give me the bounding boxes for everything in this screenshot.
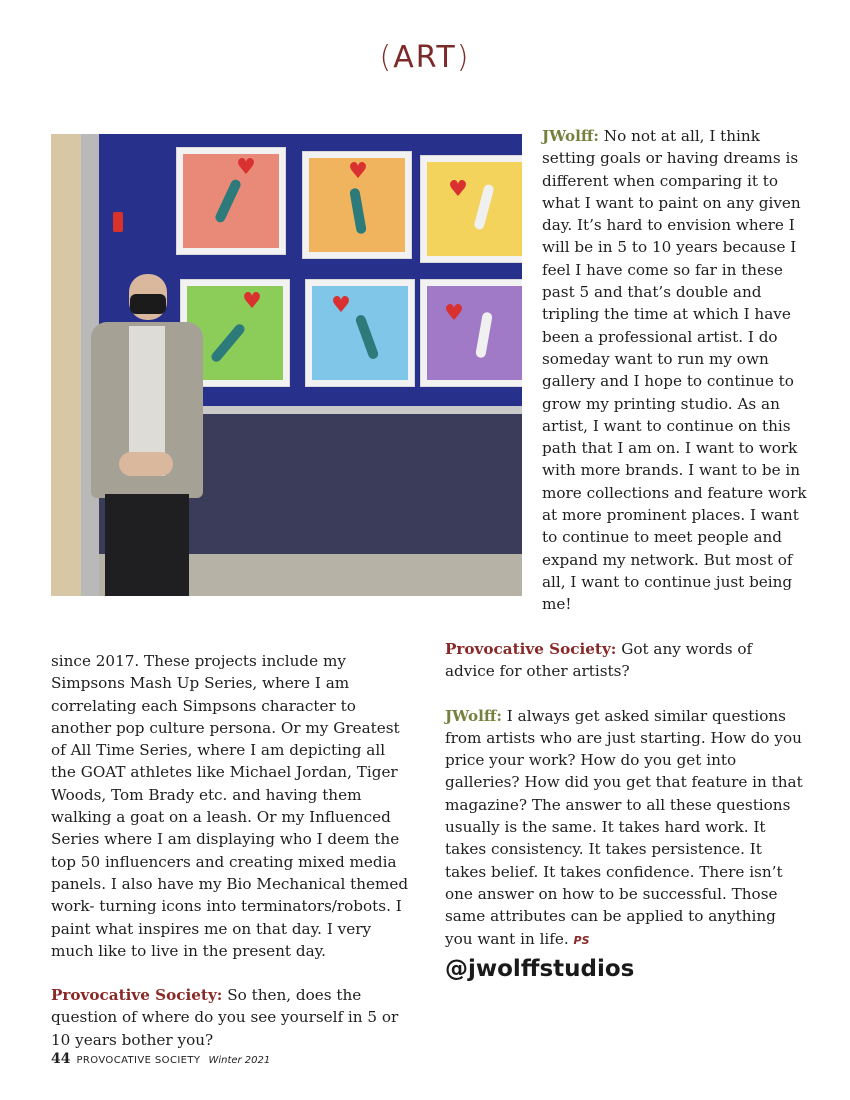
speaker-label: JWolff:	[542, 127, 599, 145]
heart-icon: ♥	[444, 301, 464, 326]
social-handle: @jwolffstudios	[445, 956, 635, 982]
artwork-frame	[421, 156, 522, 262]
question-text: Got any words of advice for other artists?	[445, 640, 753, 681]
figure-shape	[475, 311, 493, 358]
question-paragraph	[445, 638, 805, 683]
artist-legs	[105, 494, 189, 596]
artwork-frame	[177, 148, 285, 254]
answer-paragraph	[542, 125, 810, 616]
artwork-frame	[303, 152, 411, 258]
figure-shape	[349, 187, 367, 234]
right-column	[445, 638, 805, 952]
question-paragraph	[51, 984, 411, 1051]
speaker-label: JWolff:	[445, 706, 502, 725]
page-footer	[51, 1051, 270, 1067]
section-title	[0, 40, 850, 75]
close-paren: )	[456, 40, 471, 75]
figure-shape	[354, 314, 379, 361]
artwork-canvas	[312, 286, 408, 380]
answer-paragraph	[445, 705, 805, 952]
artwork-canvas	[309, 158, 405, 252]
artist-photo	[51, 134, 522, 596]
speaker-label: Provocative Society:	[51, 986, 223, 1005]
issue-date: Winter 2021	[208, 1055, 271, 1066]
figure-shape	[214, 178, 243, 224]
page-number: 44	[51, 1051, 71, 1067]
artwork-frame	[306, 280, 414, 386]
magazine-name: PROVOCATIVE SOCIETY	[76, 1055, 201, 1066]
answer-text: No not at all, I think setting goals or having dreams is different when comparing it to what I want to paint on any given day. It’s hard to envision where I will be in 5 to 10 years because I feel I have come so far in these past 5 and that’s double and tripling the time at which I have been a professional artist. I do someday want to run my own gallery and I hope to continue to grow my printing studio. As an artist, I want to continue on this path that I am on. I want to work with more brands. I want to be in more collections and feature work at more prominent places. I want to continue to meet people and expand my network. But most of all, I want to continue just being me!	[542, 127, 807, 614]
artist-hands	[119, 452, 173, 476]
heart-icon: ♥	[331, 293, 351, 318]
fire-alarm	[113, 212, 123, 232]
answer-text: I always get asked similar questions from artists who are just starting. How do you price your work? How do you get into galleries? How did you get that feature in that magazine? The answer to all these questions usually is the same. It takes hard work. It takes consistency. It takes persistence. It takes belief. It takes confidence. There isn’t one answer on how to be successful. Those same attributes can be applied to anything you want in life.	[445, 706, 803, 948]
heart-icon: ♥	[448, 177, 468, 202]
figure-shape	[209, 322, 246, 364]
artwork-canvas	[427, 162, 522, 256]
end-mark: PS	[573, 933, 590, 947]
continued-paragraph: since 2017. These projects include my Simpsons Mash Up Series, where I am correlating each Simpsons character to another pop culture persona. Or my Greatest of All Time Series, where I am depicting all the GOAT athletes like Michael Jordan, Tiger Woods, Tom Brady etc. and having them walking a goat on a leash. Or my Influenced Series where I am displaying who I deem the top 50 influencers and creating mixed media panels. I also have my Bio Mechanical themed work- turning icons into terminators/robots. I paint what inspires me on that day. I very much like to live in the present day.	[51, 652, 409, 960]
open-paren: (	[379, 40, 394, 75]
heart-icon: ♥	[348, 159, 368, 184]
left-column	[51, 650, 411, 1051]
artist-figure	[91, 274, 203, 594]
artist-mask	[130, 294, 166, 314]
artwork-canvas	[183, 154, 279, 248]
figure-shape	[473, 183, 495, 230]
artwork-frame	[421, 280, 522, 386]
section-name: ART	[393, 40, 457, 75]
speaker-label: Provocative Society:	[445, 640, 617, 658]
artwork-canvas	[427, 286, 522, 380]
heart-icon: ♥	[236, 155, 256, 180]
heart-icon: ♥	[242, 289, 262, 314]
top-right-answer	[542, 125, 810, 616]
question-text: So then, does the question of where do you see yourself in 5 or 10 years bother you?	[51, 986, 399, 1049]
